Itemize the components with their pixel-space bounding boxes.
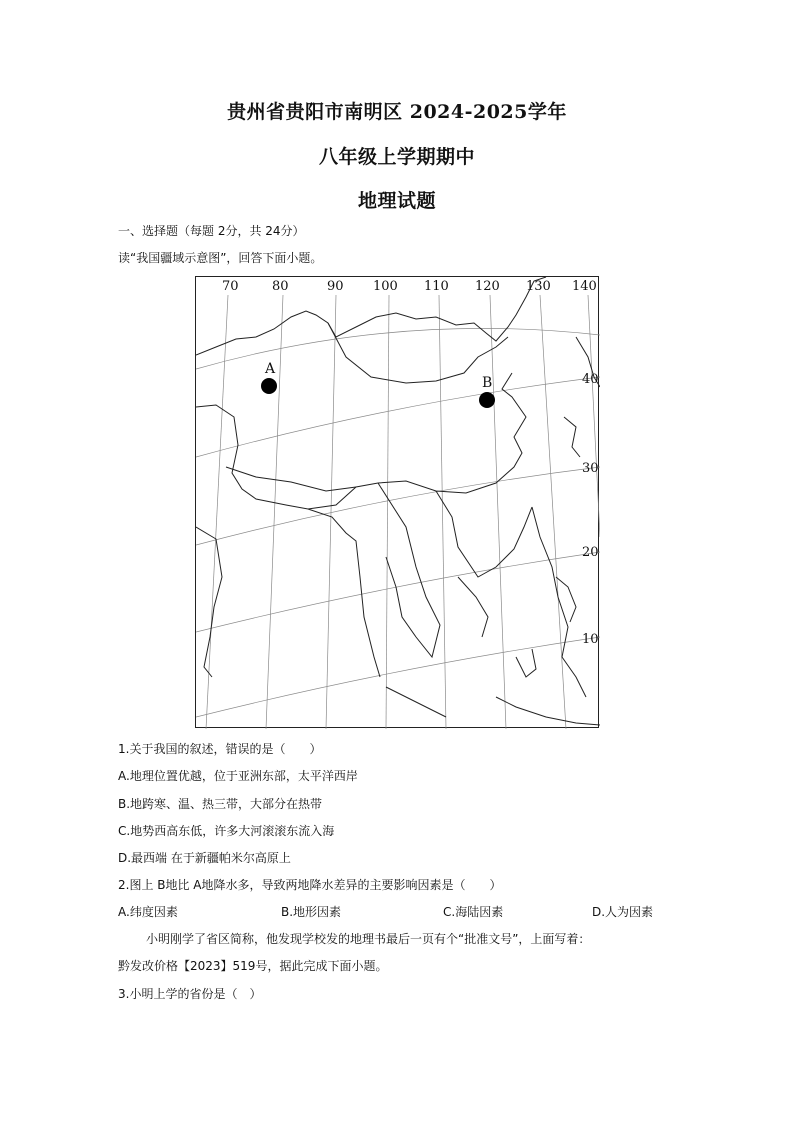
lon-label: 90 — [327, 279, 344, 294]
q1-option-c: C.地势西高东低，许多大河滚滚东流入海 — [118, 824, 335, 838]
lon-label: 130 — [526, 279, 551, 294]
lon-label: 120 — [475, 279, 500, 294]
point-a-marker — [261, 378, 277, 394]
q2-option-c: C.海陆因素 — [443, 905, 504, 919]
lon-label: 110 — [424, 279, 449, 294]
q3-stem: 3.小明上学的省份是（ ） — [118, 987, 262, 1001]
q1-option-d: D.最西端 在于新疆帕米尔高原上 — [118, 851, 291, 865]
q1-stem: 1.关于我国的叙述，错误的是（ ） — [118, 742, 322, 756]
section-heading: 一、选择题（每题 2分，共 24分） — [118, 224, 305, 238]
lon-label: 70 — [222, 279, 239, 294]
q2-option-b: B.地形因素 — [281, 905, 342, 919]
passage-line2: 黔发改价格【2023】519号，据此完成下面小题。 — [118, 959, 388, 973]
lon-label: 80 — [272, 279, 289, 294]
map-graphic — [196, 277, 600, 729]
lon-label: 140 — [572, 279, 597, 294]
q2-stem: 2.图上 B地比 A地降水多，导致两地降水差异的主要影响因素是（ ） — [118, 878, 502, 892]
point-b-label: B — [482, 375, 493, 391]
exam-title-line2: 八年级上学期期中 — [318, 146, 475, 168]
latitude-labels — [582, 372, 599, 647]
coastlines-and-borders — [196, 277, 600, 725]
lat-label: 30 — [582, 461, 599, 476]
lat-label: 20 — [582, 545, 599, 560]
lon-label: 100 — [373, 279, 398, 294]
latitude-lines — [196, 328, 600, 717]
passage-line1: 小明刚学了省区简称，他发现学校发的地理书最后一页有个“批准文号”，上面写着： — [146, 932, 591, 946]
lat-label: 10 — [582, 632, 599, 647]
lat-label: 40 — [582, 372, 599, 387]
q2-option-d: D.人为因素 — [592, 905, 654, 919]
q1-option-b: B.地跨寒、温、热三带，大部分在热带 — [118, 797, 323, 811]
q2-option-a: A.纬度因素 — [118, 905, 178, 919]
exam-title-line3: 地理试题 — [357, 190, 436, 212]
q1-option-a: A.地理位置优越，位于亚洲东部，太平洋西岸 — [118, 769, 358, 783]
point-a-label: A — [265, 361, 276, 377]
point-b-marker — [479, 392, 495, 408]
section-instruction: 读“我国疆域示意图”，回答下面小题。 — [118, 251, 323, 265]
longitude-labels — [222, 279, 597, 294]
exam-title-line1: 贵州省贵阳市南明区 2024-2025学年 — [227, 101, 567, 123]
china-territory-map — [195, 276, 599, 728]
